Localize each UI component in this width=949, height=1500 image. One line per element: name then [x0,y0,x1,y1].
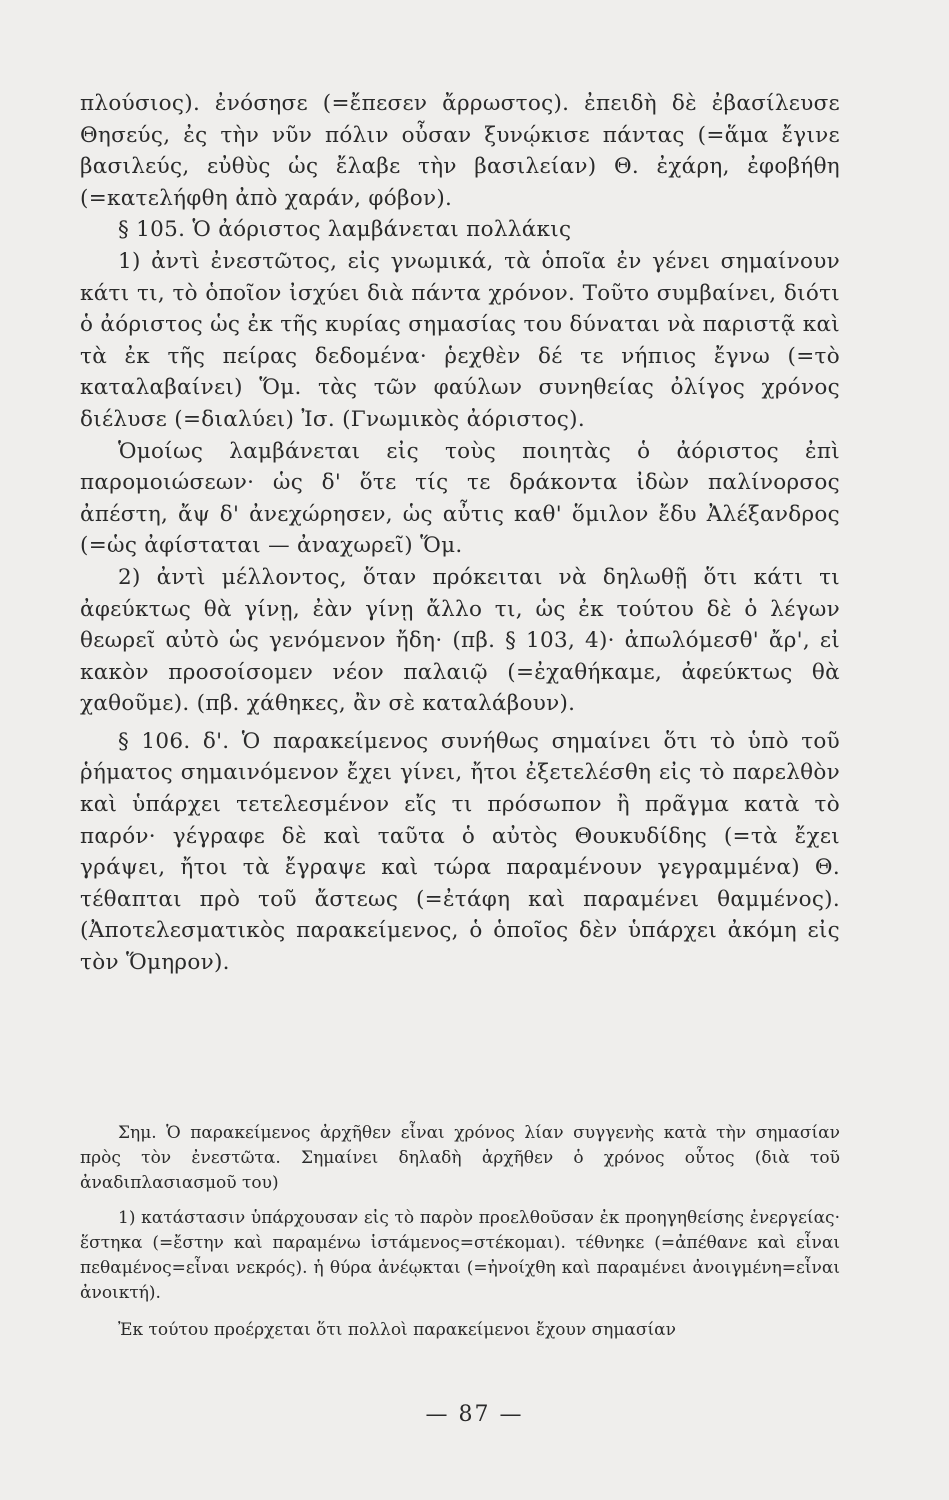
note-continuation: Ἐκ τούτου προέρχεται ὅτι πολλοὶ παρακείμενοι ἔχουν σημασίαν [118,1320,676,1340]
paragraph-future-aorist: 2) ἀντὶ μέλλοντος, ὅταν πρόκειται νὰ δηλωθῇ ὅτι κάτι τι ἀφεύκτως θὰ γίνῃ, ἐὰν γίνῃ ἄλλο τι, ὡς ἐκ τούτου δὲ ὁ λέγων θεωρεῖ αὐτὸ ὡς γενόμενον ἤδη· (πβ. § 103, 4)· ἀπωλόμεσθ' ἄρ', εἰ κακὸν προσοίσομεν νέον παλαιῷ (=ἐχαθήκαμε, ἀφεύκτως θὰ χαθοῦμε). (πβ. χάθηκες, ἂν σὲ καταλάβουν). [80,564,840,717]
paragraph-1: πλούσιος). ἐνόσησε (=ἔπεσεν ἄρρωστος). ἐπειδὴ δὲ ἐβασίλευσε Θησεύς, ἐς τὴν νῦν πόλιν οὖσαν ξυνῴκισε πάντας (=ἅμα ἔγινε βασιλεύς, εὐθὺς ὡς ἔλαβε τὴν βασιλείαν) Θ. ἐχάρη, ἐφοβήθη (=κατελήφθη ἀπὸ χαράν, φόβον). [80,91,840,211]
section-106-perfect: § 106. δ'. Ὁ παρακείμενος συνήθως σημαίνει ὅτι τὸ ὑπὸ τοῦ ῥήματος σημαινόμενον ἔχει γίνει, ἤτοι ἐξετελέσθη εἰς τὸ παρελθὸν καὶ ὑπάρχει τετελεσμένον εἴς τι πρόσωπον ἢ πρᾶγμα κατὰ τὸ παρόν· γέγραφε δὲ καὶ ταῦτα ὁ αὐτὸς Θουκυδίδης (=τὰ ἔχει γράψει, ἤτοι τὰ ἔγραψε καὶ τώρα παραμένουν γεγραμμένα) Θ. τέθαπται πρὸ τοῦ ἄστεως (=ἐτάφη καὶ παραμένει θαμμένος). (Ἀποτελεσματικὸς παρακείμενος, ὁ ὁποῖος δὲν ὑπάρχει ἀκόμη εἰς τὸν Ὅμηρον). [80,728,840,976]
paragraph-gnomic-aorist: 1) ἀντὶ ἐνεστῶτος, εἰς γνωμικά, τὰ ὁποῖα ἐν γένει σημαίνουν κάτι τι, τὸ ὁποῖον ἰσχύει διὰ πάντα χρόνον. Τοῦτο συμβαίνει, διότι ὁ ἀόριστος ὡς ἐκ τῆς κυρίας σημασίας του δύναται νὰ παριστᾷ καὶ τὰ ἐκ τῆς πείρας δεδομένα· ῥεχθὲν δέ τε νήπιος ἔγνω (=τὸ καταλαβαίνει) Ὅμ. τὰς τῶν φαύλων συνηθείας ὀλίγος χρόνος διέλυσε (=διαλύει) Ἰσ. (Γνωμικὸς ἀόριστος). [80,248,840,432]
section-105-heading: § 105. Ὁ ἀόριστος λαμβάνεται πολλάκις [118,217,572,243]
main-text [80,88,840,979]
paragraph-similes: Ὁμοίως λαμβάνεται εἰς τοὺς ποιητὰς ὁ ἀόριστος ἐπὶ παρομοιώσεων· ὡς δ' ὅτε τίς τε δράκοντα ἰδὼν παλίνορσος ἀπέστη, ἄψ δ' ἀνεχώρησεν, ὡς αὖτις καθ' ὅμιλον ἔδυ Ἀλέξανδρος (=ὡς ἀφίσταται — ἀναχωρεῖ) Ὅμ. [80,438,840,559]
note-point-1: 1) κατάστασιν ὑπάρχουσαν εἰς τὸ παρὸν προελθοῦσαν ἐκ προηγηθείσης ἐνεργείας· ἕστηκα (=ἔστην καὶ παραμένω ἱστάμενος=στέκομαι). τέθνηκε (=ἀπέθανε καὶ εἶναι πεθαμένος=εἶναι νεκρός). ἡ θύρα ἀνέῳκται (=ἠνοίχθη καὶ παραμένει ἀνοιγμένη=εἶναι ἀνοικτή). [80,1208,840,1303]
note-remark: Σημ. Ὁ παρακείμενος ἀρχῆθεν εἶναι χρόνος λίαν συγγενὴς κατὰ τὴν σημασίαν πρὸς τὸν ἐνεστῶτα. Σημαίνει δηλαδὴ ἀρχῆθεν ὁ χρόνος οὗτος (διὰ τοῦ ἀναδιπλασιασμοῦ του) [80,1123,840,1193]
page-number: — 87 — [425,1402,524,1427]
notes [80,1121,840,1343]
